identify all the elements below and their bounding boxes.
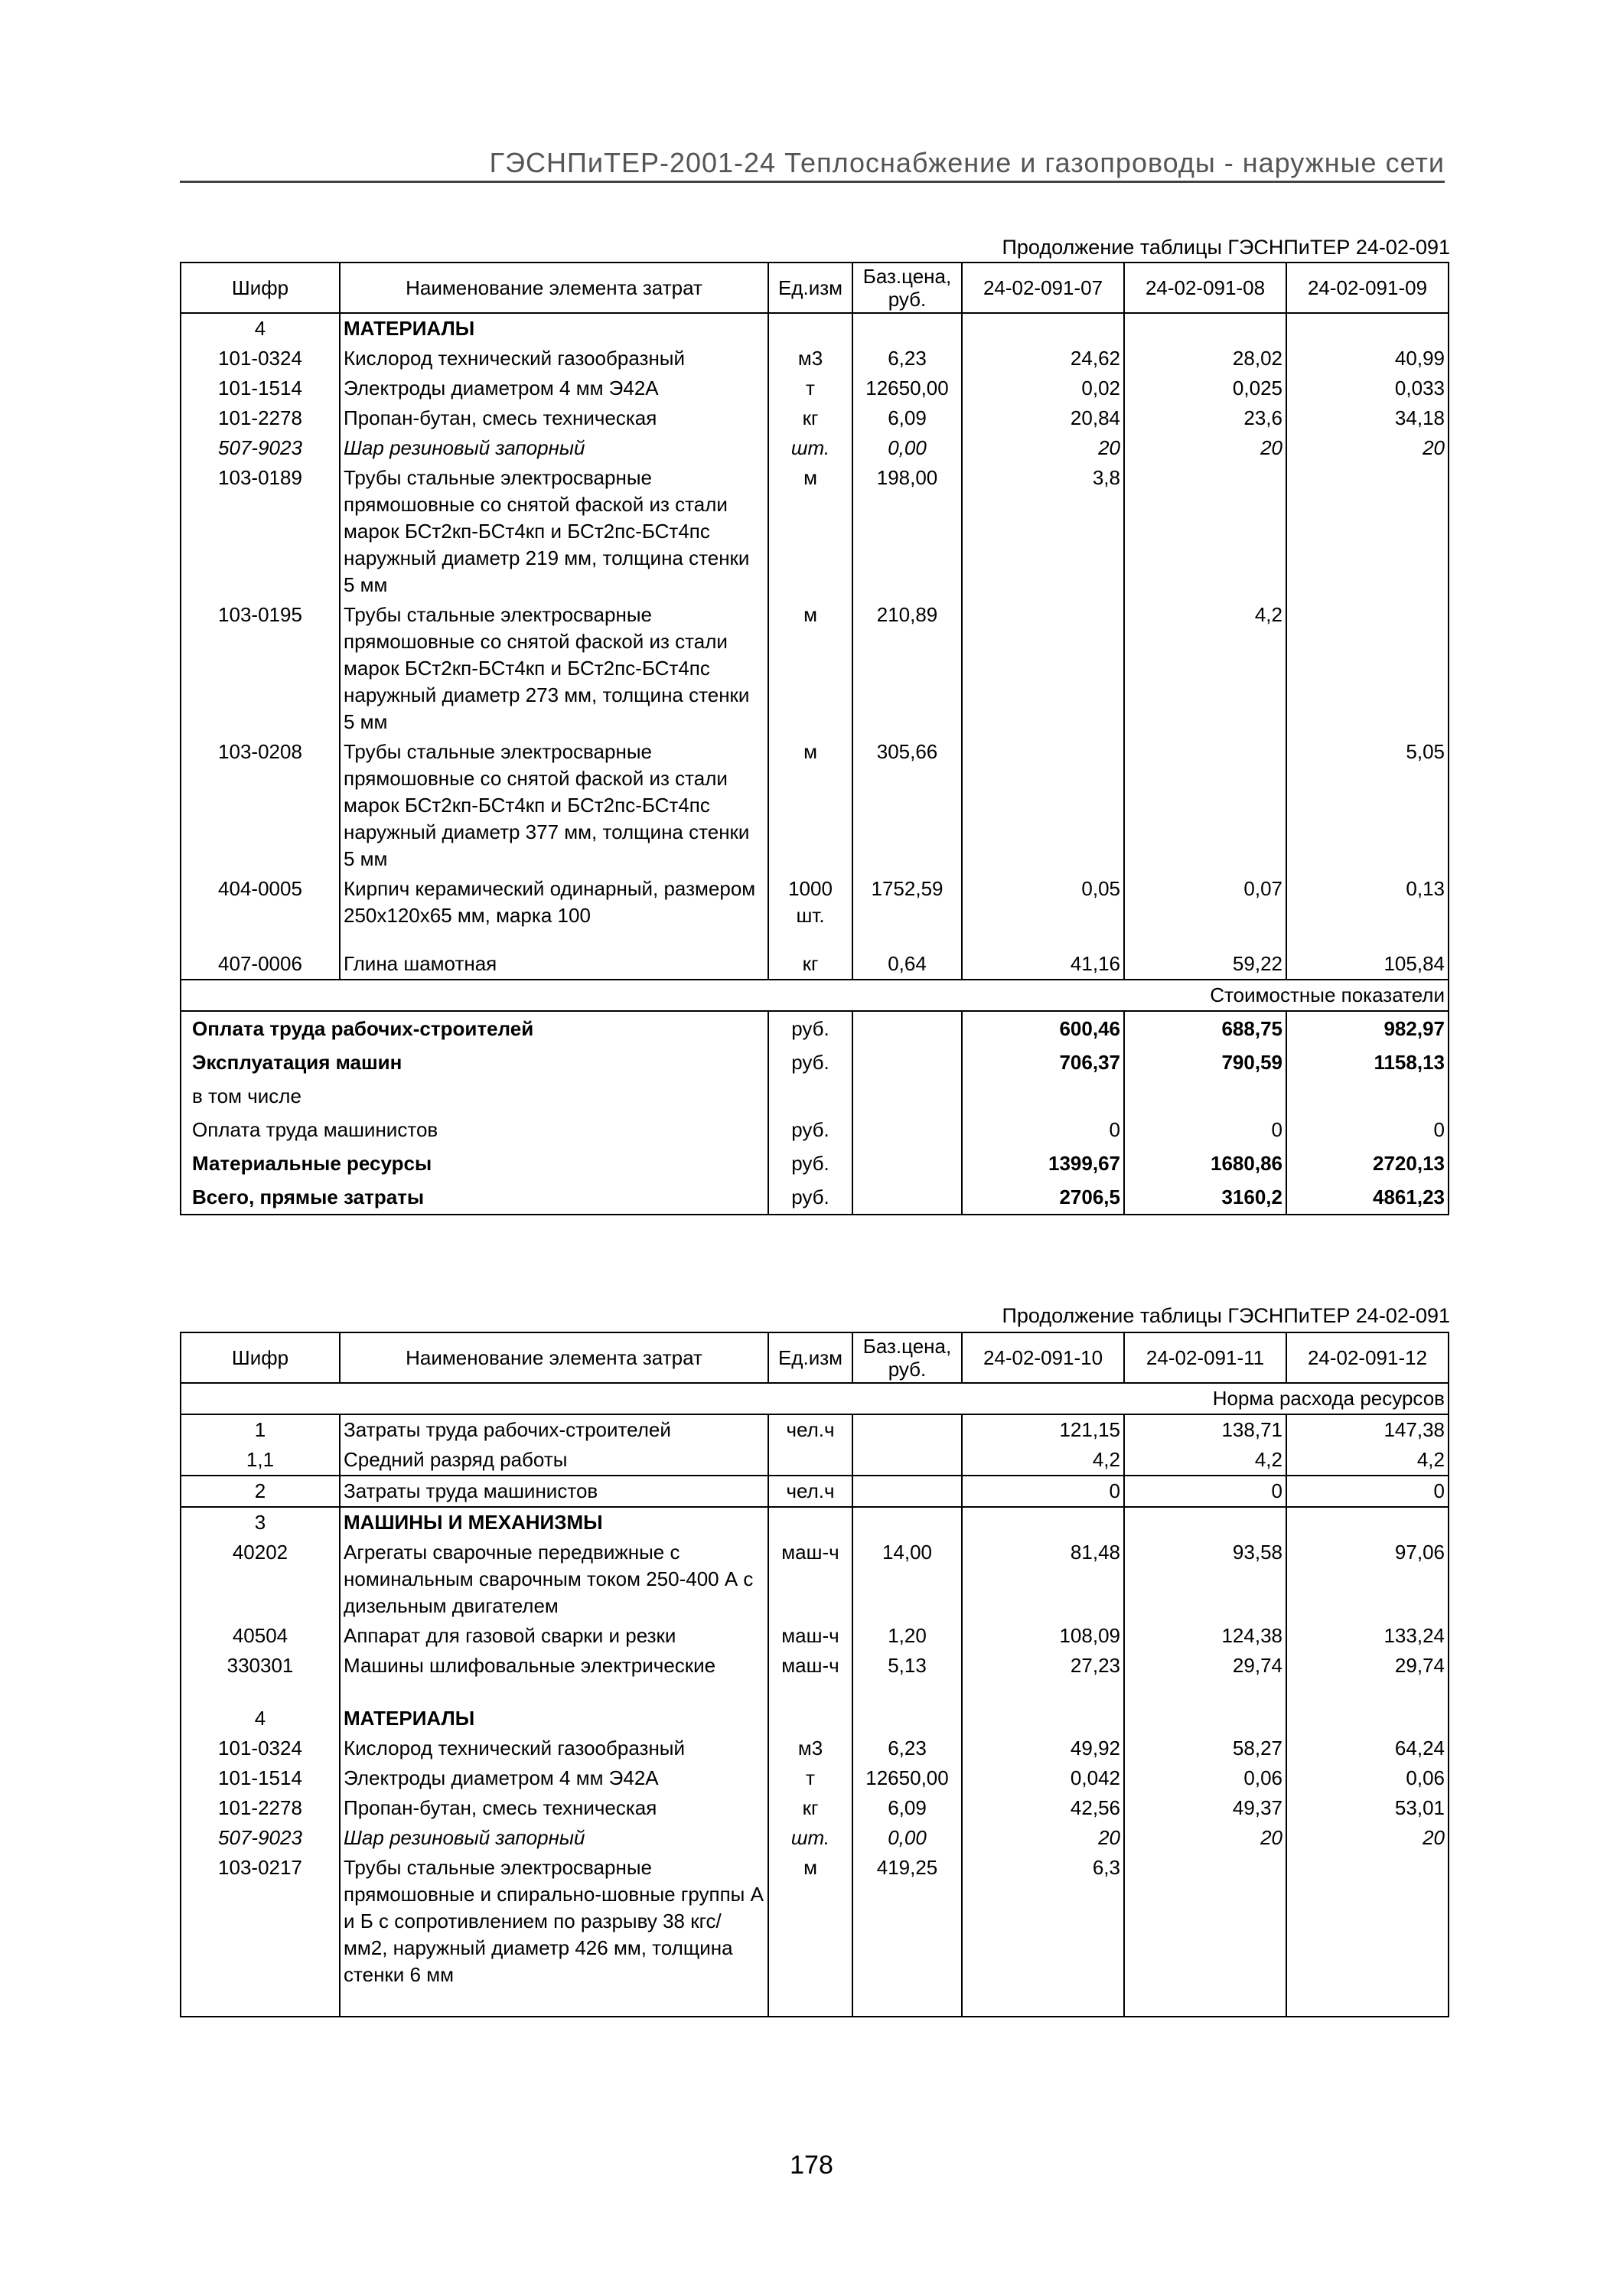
col-header-unit: Ед.изм — [768, 263, 852, 313]
resource-unit: м3 — [768, 1733, 852, 1763]
norm-value — [1124, 463, 1286, 600]
table1-caption: Продолжение таблицы ГЭСНПиТЕР 24-02-091 — [1002, 236, 1450, 259]
base-price: 12650,00 — [852, 1763, 962, 1793]
norm-value: 0 — [962, 1476, 1124, 1507]
resource-code: 101-2278 — [181, 1793, 340, 1823]
summary-value: 2720,13 — [1286, 1146, 1449, 1180]
norm-value: 20 — [1286, 433, 1449, 463]
summary-row — [181, 1146, 1449, 1180]
resource-code: 103-0208 — [181, 737, 340, 874]
resource-unit: чел.ч — [768, 1414, 852, 1445]
table-row — [181, 463, 1449, 600]
resource-unit: маш-ч — [768, 1538, 852, 1621]
resource-code: 101-1514 — [181, 1763, 340, 1793]
norm-value — [1286, 600, 1449, 737]
norm-value: 34,18 — [1286, 403, 1449, 433]
norm-value: 20 — [1124, 1823, 1286, 1853]
table-row — [181, 373, 1449, 403]
norm-value — [1124, 737, 1286, 874]
summary-value: 2706,5 — [962, 1180, 1124, 1215]
resource-unit: т — [768, 1763, 852, 1793]
section-code: 3 — [181, 1507, 340, 1538]
resource-code: 507-9023 — [181, 433, 340, 463]
norm-value: 58,27 — [1124, 1733, 1286, 1763]
base-price: 6,23 — [852, 1733, 962, 1763]
resource-code: 407-0006 — [181, 949, 340, 980]
summary-value: 0 — [1286, 1113, 1449, 1146]
section-title: МАТЕРИАЛЫ — [340, 313, 768, 344]
section-title: МАШИНЫ И МЕХАНИЗМЫ — [340, 1507, 768, 1538]
empty-cell — [852, 1011, 962, 1045]
col-header-norm-08: 24-02-091-08 — [1124, 263, 1286, 313]
summary-value: 0 — [1124, 1113, 1286, 1146]
norm-value: 138,71 — [1124, 1414, 1286, 1445]
resource-unit: м — [768, 463, 852, 600]
resource-code: 1,1 — [181, 1445, 340, 1476]
cost-indicators-row — [181, 980, 1449, 1011]
empty-cell — [852, 1704, 962, 1733]
norm-value: 4,2 — [1124, 1445, 1286, 1476]
resource-unit — [768, 1445, 852, 1476]
empty-cell — [1124, 1704, 1286, 1733]
summary-value: 1399,67 — [962, 1146, 1124, 1180]
base-price: 14,00 — [852, 1538, 962, 1621]
resource-name: Электроды диаметром 4 мм Э42А — [340, 373, 768, 403]
resource-name: Глина шамотная — [340, 949, 768, 980]
resource-code: 40202 — [181, 1538, 340, 1621]
table-row — [181, 1621, 1449, 1651]
summary-unit — [768, 1079, 852, 1113]
summary-unit: руб. — [768, 1180, 852, 1215]
table-row — [181, 1651, 1449, 1704]
resource-code: 103-0217 — [181, 1853, 340, 2017]
summary-label: Всего, прямые затраты — [181, 1180, 768, 1215]
resource-code: 103-0189 — [181, 463, 340, 600]
empty-cell — [852, 1180, 962, 1215]
summary-label: в том числе — [181, 1079, 768, 1113]
base-price: 5,13 — [852, 1651, 962, 1704]
table-row — [181, 344, 1449, 373]
running-header: ГЭСНПиТЕР-2001-24 Теплоснабжение и газопроводы - наружные сети — [489, 147, 1445, 178]
norm-value: 121,15 — [962, 1414, 1124, 1445]
base-price: 6,09 — [852, 1793, 962, 1823]
section-title: МАТЕРИАЛЫ — [340, 1704, 768, 1733]
col-header-code: Шифр — [181, 263, 340, 313]
summary-value: 4861,23 — [1286, 1180, 1449, 1215]
norm-value: 20 — [1124, 433, 1286, 463]
col-header-norm-09: 24-02-091-09 — [1286, 263, 1449, 313]
norm-value: 27,23 — [962, 1651, 1124, 1704]
col-header-norm-07: 24-02-091-07 — [962, 263, 1124, 313]
norm-value: 4,2 — [1286, 1445, 1449, 1476]
norm-value: 4,2 — [1124, 600, 1286, 737]
empty-cell — [1286, 313, 1449, 344]
resource-name: Кислород технический газообразный — [340, 1733, 768, 1763]
resource-name: Трубы стальные электросварные прямошовные со снятой фаской из стали марок БСт2кп-БСт4кп и БСт2пс-БСт4пс наружный диаметр 273 мм, толщина стенки 5 мм — [340, 600, 768, 737]
resource-name: Средний разряд работы — [340, 1445, 768, 1476]
table-row — [181, 1733, 1449, 1763]
empty-cell — [852, 1079, 962, 1113]
empty-cell — [1124, 313, 1286, 344]
section-row — [181, 1704, 1449, 1733]
col-header-norm-11: 24-02-091-11 — [1124, 1332, 1286, 1383]
base-price: 198,00 — [852, 463, 962, 600]
norm-value: 29,74 — [1286, 1651, 1449, 1704]
base-price: 0,64 — [852, 949, 962, 980]
norm-value: 0,13 — [1286, 874, 1449, 949]
resource-name: Трубы стальные электросварные прямошовные со снятой фаской из стали марок БСт2кп-БСт4кп и БСт2пс-БСт4пс наружный диаметр 377 мм, толщина стенки 5 мм — [340, 737, 768, 874]
header-rule — [180, 181, 1445, 183]
resource-unit: м — [768, 737, 852, 874]
norm-value: 0,042 — [962, 1763, 1124, 1793]
summary-row — [181, 1113, 1449, 1146]
norm-value — [962, 600, 1124, 737]
table-row — [181, 433, 1449, 463]
resource-name: Машины шлифовальные электрические — [340, 1651, 768, 1704]
empty-cell — [1124, 1507, 1286, 1538]
resource-code: 101-0324 — [181, 1733, 340, 1763]
norm-value: 0,025 — [1124, 373, 1286, 403]
summary-label: Оплата труда машинистов — [181, 1113, 768, 1146]
base-price: 12650,00 — [852, 373, 962, 403]
norm-value: 5,05 — [1286, 737, 1449, 874]
summary-value: 3160,2 — [1124, 1180, 1286, 1215]
norm-value: 49,92 — [962, 1733, 1124, 1763]
norm-value: 20 — [1286, 1823, 1449, 1853]
summary-label: Эксплуатация машин — [181, 1045, 768, 1079]
empty-cell — [768, 1507, 852, 1538]
resource-code: 101-1514 — [181, 373, 340, 403]
norm-value: 28,02 — [1124, 344, 1286, 373]
norm-value: 24,62 — [962, 344, 1124, 373]
norm-value — [1124, 1853, 1286, 2017]
section-code: 4 — [181, 1704, 340, 1733]
section-row — [181, 1507, 1449, 1538]
norm-value: 147,38 — [1286, 1414, 1449, 1445]
resource-name: Электроды диаметром 4 мм Э42А — [340, 1763, 768, 1793]
base-price — [852, 1414, 962, 1445]
col-header-name: Наименование элемента затрат — [340, 1332, 768, 1383]
empty-cell — [852, 1146, 962, 1180]
table-row — [181, 1476, 1449, 1507]
resource-unit: шт. — [768, 433, 852, 463]
col-header-code: Шифр — [181, 1332, 340, 1383]
resource-unit: м — [768, 1853, 852, 2017]
norm-value: 0,05 — [962, 874, 1124, 949]
table-row — [181, 1414, 1449, 1445]
table-row — [181, 1445, 1449, 1476]
norm-value: 20 — [962, 1823, 1124, 1853]
resource-unit: чел.ч — [768, 1476, 852, 1507]
norm-value: 64,24 — [1286, 1733, 1449, 1763]
empty-cell — [852, 1045, 962, 1079]
page-number: 178 — [790, 2151, 833, 2180]
base-price: 0,00 — [852, 1823, 962, 1853]
empty-cell — [1286, 1507, 1449, 1538]
norm-value — [962, 737, 1124, 874]
col-header-price: Баз.цена, руб. — [852, 263, 962, 313]
resource-name: Трубы стальные электросварные прямошовные и спирально-шовные группы А и Б с сопротивлением по разрыву 38 кгс/мм2, наружный диаметр 426 мм, толщина стенки 6 мм — [340, 1853, 768, 2017]
summary-row — [181, 1079, 1449, 1113]
table-row — [181, 1823, 1449, 1853]
resource-code: 404-0005 — [181, 874, 340, 949]
resource-unit: м — [768, 600, 852, 737]
norms-table-1 — [180, 262, 1449, 1215]
empty-cell — [962, 313, 1124, 344]
empty-cell — [962, 1507, 1124, 1538]
resource-unit: т — [768, 373, 852, 403]
resource-code: 40504 — [181, 1621, 340, 1651]
table-row — [181, 874, 1449, 949]
resource-name: Аппарат для газовой сварки и резки — [340, 1621, 768, 1651]
norm-value: 20 — [962, 433, 1124, 463]
norm-value: 6,3 — [962, 1853, 1124, 2017]
summary-unit: руб. — [768, 1045, 852, 1079]
norm-value: 108,09 — [962, 1621, 1124, 1651]
table-row — [181, 1538, 1449, 1621]
empty-cell — [852, 1507, 962, 1538]
base-price: 419,25 — [852, 1853, 962, 2017]
norm-value: 49,37 — [1124, 1793, 1286, 1823]
summary-row — [181, 1045, 1449, 1079]
empty-cell — [768, 313, 852, 344]
resource-code: 101-2278 — [181, 403, 340, 433]
resource-name: Кислород технический газообразный — [340, 344, 768, 373]
norm-value: 124,38 — [1124, 1621, 1286, 1651]
summary-value: 600,46 — [962, 1011, 1124, 1045]
base-price: 210,89 — [852, 600, 962, 737]
col-header-norm-10: 24-02-091-10 — [962, 1332, 1124, 1383]
resource-name: Кирпич керамический одинарный, размером 250х120х65 мм, марка 100 — [340, 874, 768, 949]
summary-value — [1124, 1079, 1286, 1113]
norm-value: 0 — [1286, 1476, 1449, 1507]
resource-name: Затраты труда рабочих-строителей — [340, 1414, 768, 1445]
empty-cell — [768, 1704, 852, 1733]
empty-cell — [852, 1113, 962, 1146]
summary-value: 1158,13 — [1286, 1045, 1449, 1079]
base-price: 6,23 — [852, 344, 962, 373]
resource-unit: шт. — [768, 1823, 852, 1853]
resource-code: 507-9023 — [181, 1823, 340, 1853]
section-code: 4 — [181, 313, 340, 344]
resource-unit: маш-ч — [768, 1651, 852, 1704]
norm-value: 0,07 — [1124, 874, 1286, 949]
summary-value: 0 — [962, 1113, 1124, 1146]
summary-row — [181, 1180, 1449, 1215]
table-row — [181, 403, 1449, 433]
norm-value: 105,84 — [1286, 949, 1449, 980]
summary-value: 1680,86 — [1124, 1146, 1286, 1180]
norm-value: 4,2 — [962, 1445, 1124, 1476]
summary-label: Оплата труда рабочих-строителей — [181, 1011, 768, 1045]
table2-caption: Продолжение таблицы ГЭСНПиТЕР 24-02-091 — [1002, 1304, 1450, 1327]
resource-code: 2 — [181, 1476, 340, 1507]
norm-value: 0,06 — [1124, 1763, 1286, 1793]
summary-value: 982,97 — [1286, 1011, 1449, 1045]
summary-unit: руб. — [768, 1146, 852, 1180]
norm-value: 81,48 — [962, 1538, 1124, 1621]
norm-value: 42,56 — [962, 1793, 1124, 1823]
summary-value: 706,37 — [962, 1045, 1124, 1079]
norm-value: 0,06 — [1286, 1763, 1449, 1793]
section-row — [181, 313, 1449, 344]
base-price: 1,20 — [852, 1621, 962, 1651]
norm-value: 20,84 — [962, 403, 1124, 433]
norm-value — [1286, 463, 1449, 600]
norm-value: 41,16 — [962, 949, 1124, 980]
norm-value: 53,01 — [1286, 1793, 1449, 1823]
resource-name: Пропан-бутан, смесь техническая — [340, 403, 768, 433]
norm-value: 23,6 — [1124, 403, 1286, 433]
summary-unit: руб. — [768, 1113, 852, 1146]
norm-value: 3,8 — [962, 463, 1124, 600]
summary-value: 688,75 — [1124, 1011, 1286, 1045]
base-price — [852, 1445, 962, 1476]
resource-code: 101-0324 — [181, 344, 340, 373]
base-price: 0,00 — [852, 433, 962, 463]
table-row — [181, 1793, 1449, 1823]
norm-value: 59,22 — [1124, 949, 1286, 980]
norms-table-2 — [180, 1332, 1449, 2017]
norm-value: 133,24 — [1286, 1621, 1449, 1651]
resource-unit: кг — [768, 1793, 852, 1823]
resource-name: Затраты труда машинистов — [340, 1476, 768, 1507]
resource-unit: м3 — [768, 344, 852, 373]
resource-name: Агрегаты сварочные передвижные с номинальным сварочным током 250-400 А с дизельным двигателем — [340, 1538, 768, 1621]
summary-value — [1286, 1079, 1449, 1113]
col-header-norm-12: 24-02-091-12 — [1286, 1332, 1449, 1383]
resource-unit: маш-ч — [768, 1621, 852, 1651]
summary-row — [181, 1011, 1449, 1045]
col-header-price: Баз.цена, руб. — [852, 1332, 962, 1383]
base-price — [852, 1476, 962, 1507]
col-header-name: Наименование элемента затрат — [340, 263, 768, 313]
table-row — [181, 1763, 1449, 1793]
norm-value — [1286, 1853, 1449, 2017]
resource-unit: 1000 шт. — [768, 874, 852, 949]
empty-cell — [1286, 1704, 1449, 1733]
norm-row — [181, 1383, 1449, 1414]
norm-value: 29,74 — [1124, 1651, 1286, 1704]
base-price: 305,66 — [852, 737, 962, 874]
resource-unit: кг — [768, 949, 852, 980]
resource-code: 330301 — [181, 1651, 340, 1704]
resource-name: Шар резиновый запорный — [340, 433, 768, 463]
summary-unit: руб. — [768, 1011, 852, 1045]
summary-value — [962, 1079, 1124, 1113]
empty-cell — [962, 1704, 1124, 1733]
table-row — [181, 600, 1449, 737]
table-row — [181, 949, 1449, 980]
norm-value: 0,033 — [1286, 373, 1449, 403]
norm-value: 40,99 — [1286, 344, 1449, 373]
summary-label: Материальные ресурсы — [181, 1146, 768, 1180]
base-price: 6,09 — [852, 403, 962, 433]
norm-value: 93,58 — [1124, 1538, 1286, 1621]
resource-name: Пропан-бутан, смесь техническая — [340, 1793, 768, 1823]
resource-code: 103-0195 — [181, 600, 340, 737]
summary-value: 790,59 — [1124, 1045, 1286, 1079]
table-row — [181, 737, 1449, 874]
empty-cell — [852, 313, 962, 344]
base-price: 1752,59 — [852, 874, 962, 949]
col-header-unit: Ед.изм — [768, 1332, 852, 1383]
norm-value: 0 — [1124, 1476, 1286, 1507]
resource-unit: кг — [768, 403, 852, 433]
norm-row-label: Норма расхода ресурсов — [181, 1383, 1449, 1414]
norm-value: 0,02 — [962, 373, 1124, 403]
norm-value: 97,06 — [1286, 1538, 1449, 1621]
resource-code: 1 — [181, 1414, 340, 1445]
resource-name: Шар резиновый запорный — [340, 1823, 768, 1853]
cost-indicators-row-label: Стоимостные показатели — [181, 980, 1449, 1011]
resource-name: Трубы стальные электросварные прямошовные со снятой фаской из стали марок БСт2кп-БСт4кп и БСт2пс-БСт4пс наружный диаметр 219 мм, толщина стенки 5 мм — [340, 463, 768, 600]
table-row — [181, 1853, 1449, 2017]
